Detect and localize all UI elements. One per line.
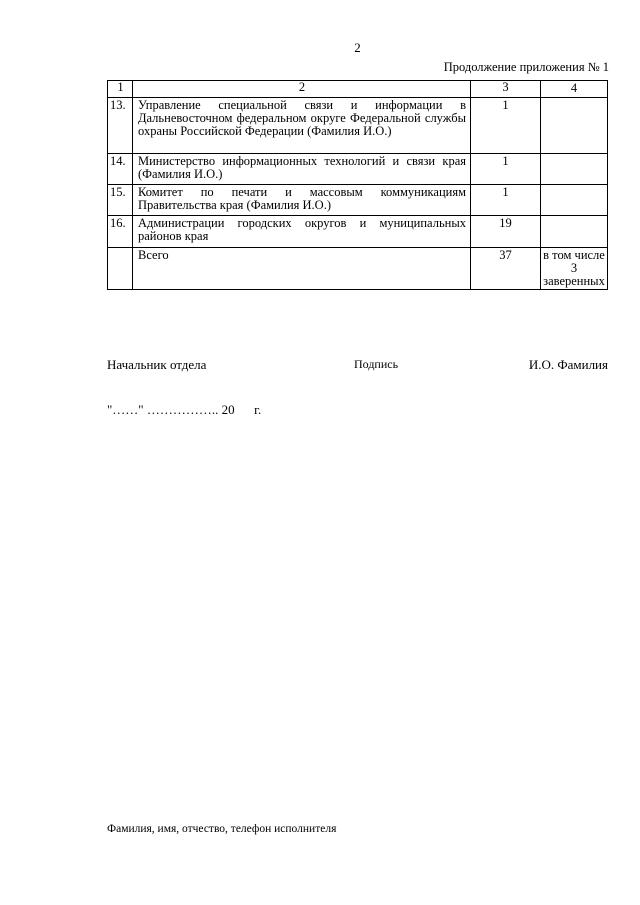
row-number: 16.	[108, 216, 133, 248]
row-name: Комитет по печати и массовым коммуникациям Правительства края (Фамилия И.О.)	[133, 185, 471, 216]
row-name: Министерство информационных технологий и связи края (Фамилия И.О.)	[133, 154, 471, 185]
row-note	[541, 185, 608, 216]
header-cell-1: 1	[108, 81, 133, 98]
signature-label: Подпись	[354, 357, 399, 371]
signature-block	[107, 357, 608, 373]
header-cell-4: 4	[541, 81, 608, 98]
table-header-row	[108, 81, 608, 98]
row-name: Администрации городских округов и муниципальных районов края	[133, 216, 471, 248]
table-row	[108, 98, 608, 154]
appendix-table	[107, 80, 608, 290]
signatory-name: И.О. Фамилия	[528, 357, 608, 372]
row-number: 13.	[108, 98, 133, 154]
signatory-title: Начальник отдела	[107, 357, 207, 372]
row-count: 1	[471, 154, 541, 185]
row-number: 14.	[108, 154, 133, 185]
row-note	[541, 154, 608, 185]
executor-footer: Фамилия, имя, отчество, телефон исполнителя	[107, 823, 337, 835]
row-number	[108, 248, 133, 290]
page-number: 2	[354, 40, 361, 55]
row-name: Всего	[133, 248, 471, 290]
header-cell-2: 2	[133, 81, 471, 98]
table-total-row	[108, 248, 608, 290]
row-count: 37	[471, 248, 541, 290]
row-note	[541, 216, 608, 248]
row-count: 19	[471, 216, 541, 248]
row-number: 15.	[108, 185, 133, 216]
row-name: Управление специальной связи и информации в Дальневосточном федеральном округе Федеральной службы охраны Российской Федерации (Фамилия И.О.)	[133, 98, 471, 154]
header-cell-3: 3	[471, 81, 541, 98]
row-note: в том числе 3 заверенных	[541, 248, 608, 290]
row-count: 1	[471, 185, 541, 216]
row-note	[541, 98, 608, 154]
continuation-label: Продолжение приложения № 1	[443, 60, 609, 74]
date-line: "……" …………….. 20 г.	[107, 402, 262, 417]
table-row	[108, 216, 608, 248]
table-row	[108, 185, 608, 216]
table-row	[108, 154, 608, 185]
row-count: 1	[471, 98, 541, 154]
